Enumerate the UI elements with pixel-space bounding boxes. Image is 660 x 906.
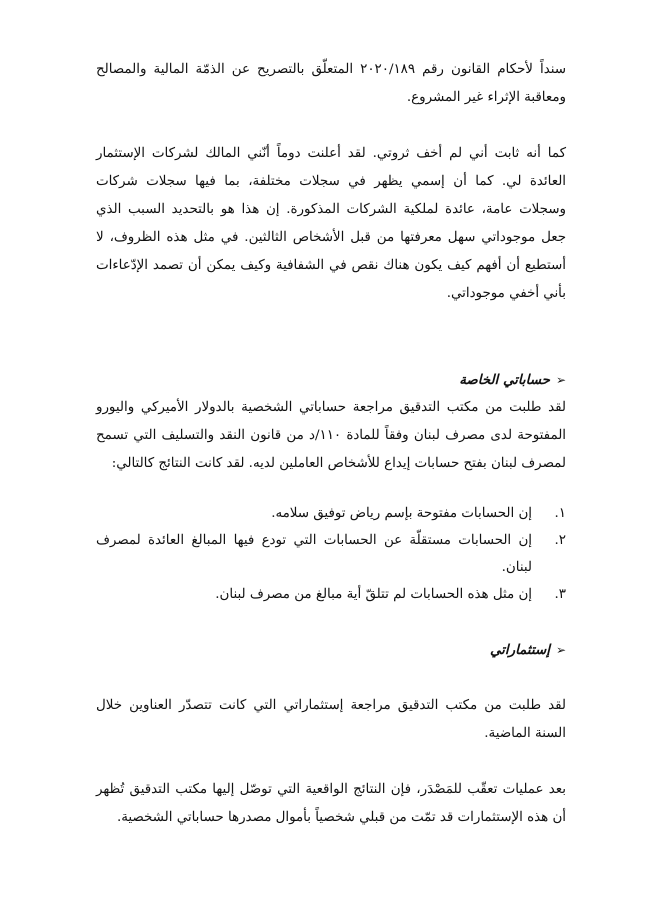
arrow-bullet-icon: ➢ — [555, 643, 566, 657]
list-item-text: إن الحسابات مفتوحة بإسم رياض توفيق سلامه. — [271, 506, 532, 521]
list-item — [96, 581, 566, 608]
spacer — [96, 608, 566, 636]
list-item-number: ٢. — [554, 533, 566, 548]
list-item-text: إن الحسابات مستقلّة عن الحسابات التي تودع فيها المبالغ العائدة لمصرف لبنان. — [96, 533, 532, 575]
section-heading-personal-accounts — [96, 366, 566, 394]
spacer — [96, 112, 566, 140]
spacer — [96, 664, 566, 692]
paragraph-law-reference: سنداً لأحكام القانون رقم ٢٠٢٠/١٨٩ المتعلّق بالتصريح عن الذمّة المالية والمصالح ومعاقبة الإثراء غير المشروع. — [96, 62, 566, 105]
spacer — [96, 478, 566, 500]
results-list — [96, 500, 566, 608]
list-item — [96, 500, 566, 527]
paragraph-investments-review: لقد طلبت من مكتب التدقيق مراجعة إستثماراتي التي كانت تتصدّر العناوين خلال السنة الماضية. — [96, 698, 566, 741]
list-item-number: ١. — [554, 506, 566, 521]
list-item-number: ٣. — [554, 587, 566, 602]
list-item-text: إن مثل هذه الحسابات لم تتلقّ أية مبالغ من مصرف لبنان. — [215, 587, 532, 602]
section-title: إستثماراتي — [490, 642, 550, 658]
paragraph-investments-findings: بعد عمليات تعقّب للمَصْدَر، فإن النتائج الواقعية التي توصّل إليها مكتب التدقيق تُظهر أن هذه الإستثمارات قد تمّت من قبلي شخصياً بأموال مصدرها حساباتي الشخصية. — [96, 782, 566, 825]
paragraph-accounts-intro: لقد طلبت من مكتب التدقيق مراجعة حساباتي الشخصية بالدولار الأميركي واليورو المفتوحة لدى مصرف لبنان وفقاً للمادة ١١٠/د من قانون النقد والتسليف التي تسمح لمصرف لبنان بفتح حسابات إيداع للأشخاص العاملين لديه. لقد كانت النتائج كالتالي: — [96, 400, 566, 471]
document-body — [96, 56, 566, 832]
spacer — [96, 748, 566, 776]
section-title: حساباتي الخاصة — [459, 372, 550, 388]
section-heading-investments — [96, 636, 566, 664]
paragraph-wealth-declaration: كما أنه ثابت أني لم أخف ثروتي. لقد أعلنت دوماً أنّني المالك لشركات الإستثمار العائدة لي. كما أن إسمي يظهر في سجلات مختلفة، بما فيها سجلات شركات وسجلات عامة، عائدة لملكية الشركات المذكورة. إن هذا هو بالتحديد السبب الذي جعل موجوداتي سهل معرفتها من قبل الأشخاص الثالثين. في مثل هذه الظروف، لا أستطيع أن أفهم كيف يكون هناك نقص في الشفافية وكيف يمكن أن تصمد الإدّعاءات بأني أخفي موجوداتي. — [96, 146, 566, 301]
list-item — [96, 527, 566, 581]
spacer — [96, 308, 566, 366]
arrow-bullet-icon: ➢ — [555, 373, 566, 387]
